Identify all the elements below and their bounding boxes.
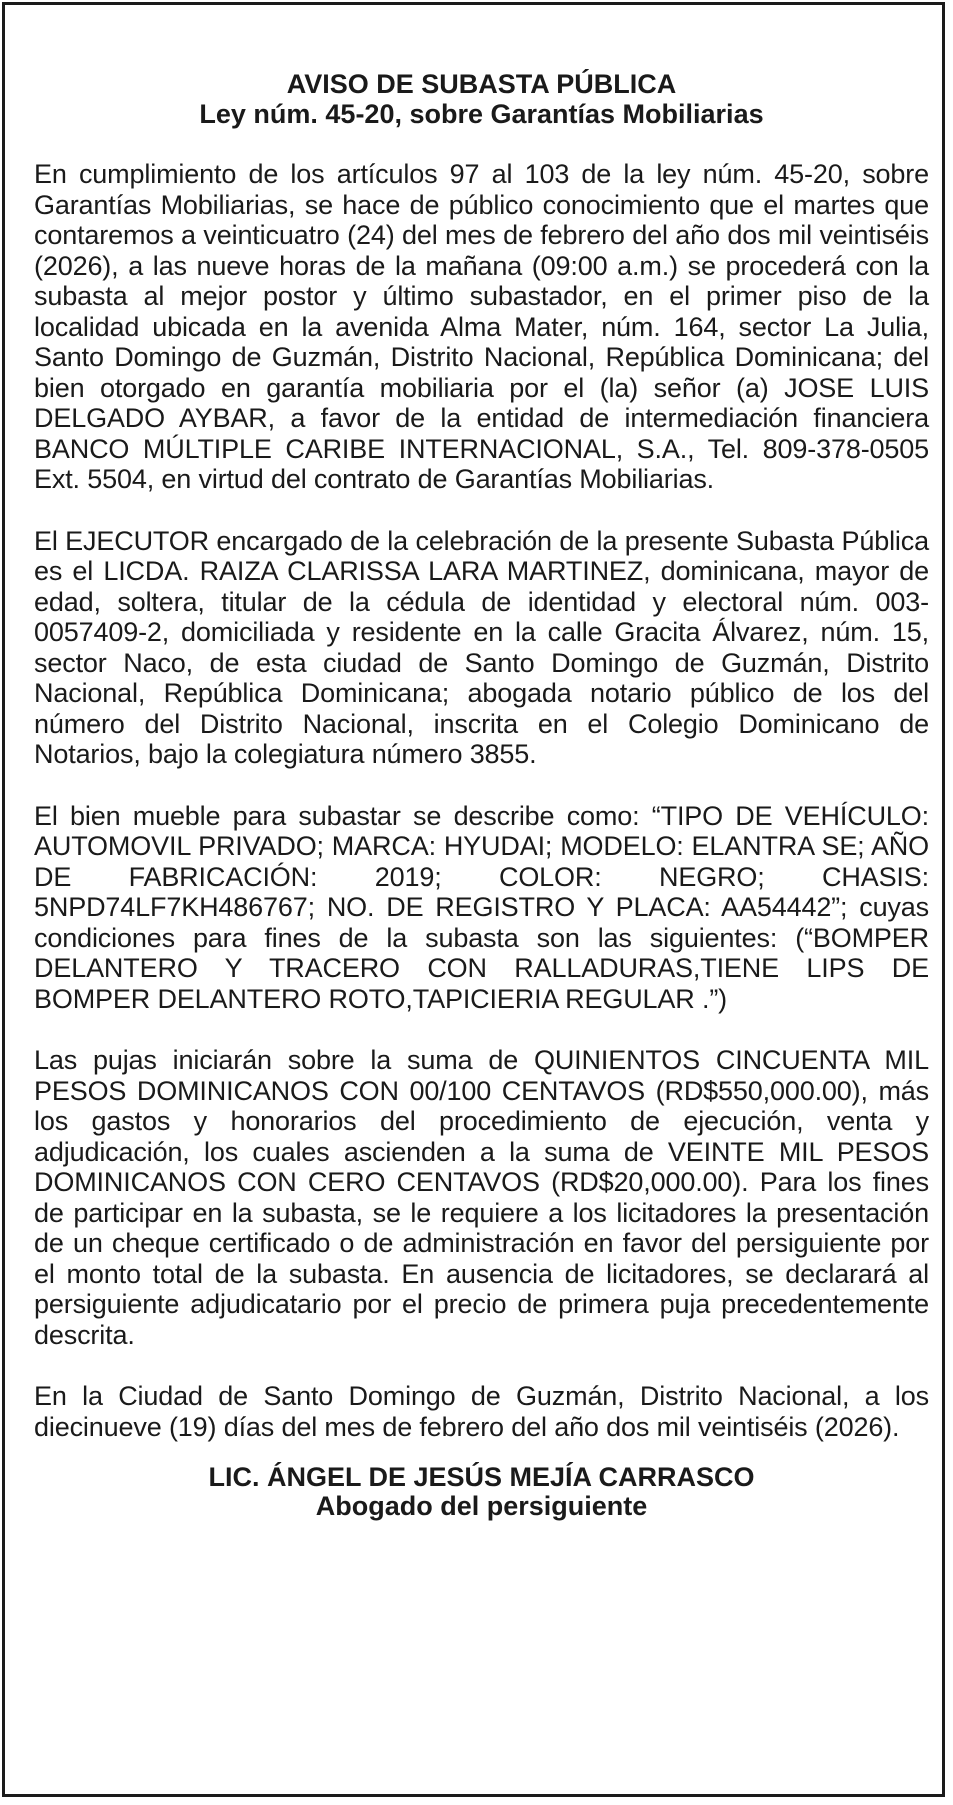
public-auction-notice <box>2 2 945 1797</box>
signature-block <box>34 1463 929 1521</box>
notice-title: AVISO DE SUBASTA PÚBLICA <box>286 69 677 99</box>
notice-content <box>34 69 929 1521</box>
paragraph-place-date: En la Ciudad de Santo Domingo de Guzmán, Distrito Nacional, a los diecinueve (19) días del mes de febrero del año dos mil veintiséis (2026). <box>34 1381 929 1442</box>
paragraph-vehicle-description: El bien mueble para subastar se describe como: “TIPO DE VEHÍCULO: AUTOMOVIL PRIVADO; MARCA: HYUDAI; MODELO: ELANTRA SE; AÑO DE FABRICACIÓN: 2019; COLOR: NEGRO; CHASIS: 5NPD74LF7KH486767; NO. DE REGISTRO Y PLACA: AA54442”; cuyas condiciones para fines de la subasta son las siguientes: (“BOMPER DELANTERO Y TRACERO CON RALLADURAS,TIENE LIPS DE BOMPER DELANTERO ROTO,TAPICIERIA REGULAR .”) <box>34 800 929 1014</box>
signatory-name: LIC. ÁNGEL DE JESÚS MEJÍA CARRASCO <box>208 1462 755 1492</box>
notice-subtitle: Ley núm. 45-20, sobre Garantías Mobiliarias <box>199 99 764 129</box>
paragraph-bidding-terms: Las pujas iniciarán sobre la suma de QUINIENTOS CINCUENTA MIL PESOS DOMINICANOS CON 00/100 CENTAVOS (RD$550,000.00), más los gastos y honorarios del procedimiento de ejecución, venta y adjudicación, los cuales ascienden a la suma de VEINTE MIL PESOS DOMINICANOS CON CERO CENTAVOS (RD$20,000.00). Para los fines de participar en la subasta, se le requiere a los licitadores la presentación de un cheque certificado o de administración en favor del persiguiente por el monto total de la subasta. En ausencia de licitadores, se declarará al persiguiente adjudicatario por el precio de primera puja precedentemente descrita. <box>34 1045 929 1350</box>
paragraph-executor: El EJECUTOR encargado de la celebración de la presente Subasta Pública es el LICDA. RAIZA CLARISSA LARA MARTINEZ, dominicana, mayor de edad, soltera, titular de la cédula de identidad y electoral núm. 003-0057409-2, domiciliada y residente en la calle Gracita Álvarez, núm. 15, sector Naco, de esta ciudad de Santo Domingo de Guzmán, Distrito Nacional, República Dominicana; abogada notario público de los del número del Distrito Nacional, inscrita en el Colegio Dominicano de Notarios, bajo la colegiatura número 3855. <box>34 525 929 769</box>
paragraph-auction-announcement: En cumplimiento de los artículos 97 al 103 de la ley núm. 45-20, sobre Garantías Mobiliarias, se hace de público conocimiento que el martes que contaremos a veinticuatro (24) del mes de febrero del año dos mil veintiséis (2026), a las nueve horas de la mañana (09:00 a.m.) se procederá con la subasta al mejor postor y último subastador, en el primer piso de la localidad ubicada en la avenida Alma Mater, núm. 164, sector La Julia, Santo Domingo de Guzmán, Distrito Nacional, República Dominicana; del bien otorgado en garantía mobiliaria por el (la) señor (a) JOSE LUIS DELGADO AYBAR, a favor de la entidad de intermediación financiera BANCO MÚLTIPLE CARIBE INTERNACIONAL, S.A., Tel. 809-378-0505 Ext. 5504, en virtud del contrato de Garantías Mobiliarias. <box>34 159 929 494</box>
signatory-role: Abogado del persiguiente <box>315 1491 648 1521</box>
